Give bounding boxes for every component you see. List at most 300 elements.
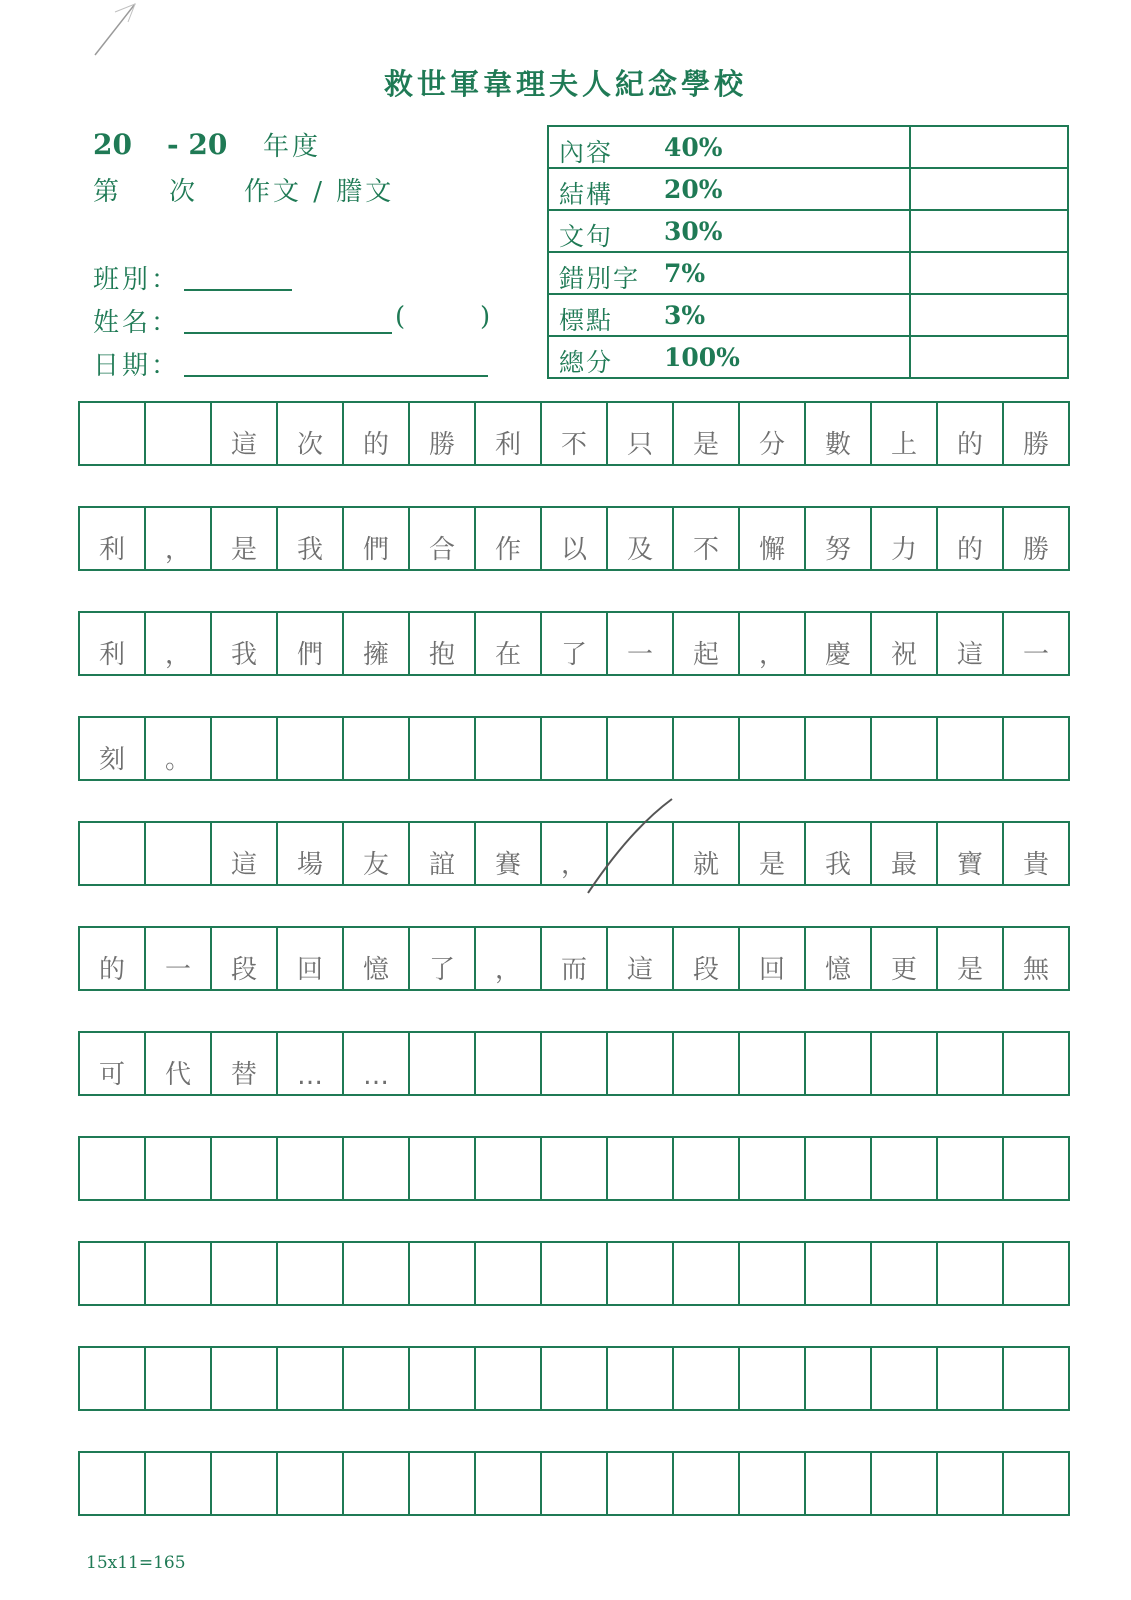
handwritten-char: 憶 [362, 955, 389, 985]
grid-cell[interactable] [344, 1243, 410, 1306]
score-label-cell [548, 336, 910, 378]
score-weight: 30% [664, 217, 723, 246]
grid-cell[interactable] [542, 1348, 608, 1411]
grid-cell[interactable] [806, 613, 872, 676]
grid-cell[interactable] [740, 403, 806, 466]
handwritten-char: 最 [890, 850, 917, 880]
grid-cell[interactable] [872, 1453, 938, 1516]
grid-cell[interactable] [410, 613, 476, 676]
grid-cell[interactable] [938, 1243, 1004, 1306]
grid-cell[interactable] [608, 1453, 674, 1516]
grid-cell[interactable] [674, 1453, 740, 1516]
grid-cell[interactable] [938, 1453, 1004, 1516]
grid-row [78, 716, 1070, 781]
grid-cell[interactable] [938, 508, 1004, 571]
grid-cell[interactable] [146, 823, 212, 886]
grid-cell[interactable] [410, 718, 476, 781]
grid-cell[interactable] [1004, 1033, 1070, 1096]
paren-open: ( [395, 302, 409, 332]
grid-cell[interactable] [740, 1243, 806, 1306]
grid-cell[interactable] [1004, 928, 1070, 991]
handwritten-char: 合 [428, 535, 455, 565]
score-label-cell [548, 210, 910, 252]
handwritten-char: 的 [98, 955, 125, 985]
score-criterion: 結構 [559, 180, 614, 209]
grid-cell[interactable] [146, 1033, 212, 1096]
grid-cell[interactable] [476, 1138, 542, 1201]
grid-cell[interactable] [212, 823, 278, 886]
grid-cell[interactable] [146, 718, 212, 781]
handwritten-char: 誼 [428, 850, 455, 880]
grid-cell[interactable] [410, 1243, 476, 1306]
grid-cell[interactable] [542, 1138, 608, 1201]
grid-cell[interactable] [608, 1138, 674, 1201]
grid-cell[interactable] [806, 928, 872, 991]
handwritten-char: 利 [494, 430, 521, 460]
grid-row [78, 1451, 1070, 1516]
grid-cell[interactable] [278, 403, 344, 466]
handwritten-char: 們 [362, 535, 389, 565]
grid-cell[interactable] [740, 1138, 806, 1201]
grid-cell[interactable] [872, 403, 938, 466]
handwritten-char: 只 [626, 430, 653, 460]
handwritten-char: 勝 [1022, 535, 1049, 565]
grid-cell[interactable] [146, 508, 212, 571]
handwritten-char: 段 [230, 955, 257, 985]
grid-cell[interactable] [278, 718, 344, 781]
grid-cell[interactable] [80, 1243, 146, 1306]
grid-cell[interactable] [278, 1138, 344, 1201]
grid-cell[interactable] [674, 718, 740, 781]
ci-label: 次 [169, 177, 199, 207]
grid-cell[interactable] [608, 1033, 674, 1096]
handwritten-char: 替 [230, 1060, 257, 1090]
grid-cell[interactable] [608, 928, 674, 991]
handwritten-char: 這 [626, 955, 653, 985]
handwritten-char: ， [758, 640, 785, 670]
grid-row [78, 611, 1070, 676]
grid-cell[interactable] [872, 1033, 938, 1096]
grid-cell[interactable] [542, 1243, 608, 1306]
class-label: 班別： [93, 265, 181, 295]
grid-cell[interactable] [476, 1033, 542, 1096]
grid-cell[interactable] [938, 1033, 1004, 1096]
handwritten-char: … [363, 1061, 389, 1091]
date-field[interactable] [184, 375, 488, 377]
grid-cell[interactable] [872, 508, 938, 571]
grid-row [78, 401, 1070, 466]
grid-cell[interactable] [608, 403, 674, 466]
handwritten-char: 抱 [428, 640, 455, 670]
handwritten-char: ， [494, 955, 521, 985]
grid-cell[interactable] [410, 1033, 476, 1096]
handwritten-char: ， [560, 850, 587, 880]
grid-cell[interactable] [674, 403, 740, 466]
grid-cell[interactable] [146, 1243, 212, 1306]
grid-cell[interactable] [278, 613, 344, 676]
grid-cell[interactable] [278, 823, 344, 886]
grid-cell[interactable] [806, 508, 872, 571]
handwritten-char: 貴 [1022, 850, 1049, 880]
handwritten-char: 我 [824, 850, 851, 880]
handwritten-char: 慶 [824, 640, 851, 670]
grid-cell[interactable] [476, 718, 542, 781]
grid-cell[interactable] [608, 1348, 674, 1411]
grid-cell[interactable] [1004, 1453, 1070, 1516]
handwritten-char: 是 [758, 850, 785, 880]
grid-cell[interactable] [806, 1453, 872, 1516]
score-label-cell [548, 294, 910, 336]
handwritten-char: ， [164, 640, 191, 670]
grid-cell[interactable] [146, 1138, 212, 1201]
paper-corner-mark [0, 0, 150, 60]
handwritten-char: 寶 [956, 850, 983, 880]
handwritten-char: 作 [494, 535, 521, 565]
di-label: 第 [93, 177, 123, 207]
grid-cell[interactable] [146, 1453, 212, 1516]
handwritten-char: 上 [890, 430, 917, 460]
grid-cell[interactable] [344, 718, 410, 781]
grid-cell[interactable] [410, 508, 476, 571]
score-row [548, 168, 1068, 210]
grid-cell[interactable] [476, 1243, 542, 1306]
score-entry-box[interactable] [910, 168, 1068, 210]
grid-cell[interactable] [740, 718, 806, 781]
grid-cell[interactable] [278, 1453, 344, 1516]
score-entry-box[interactable] [910, 210, 1068, 252]
grid-cell[interactable] [410, 1138, 476, 1201]
score-criterion: 文句 [559, 222, 614, 251]
grid-cell[interactable] [344, 823, 410, 886]
grid-cell[interactable] [872, 1243, 938, 1306]
grid-cell[interactable] [806, 1348, 872, 1411]
grid-cell[interactable] [740, 1033, 806, 1096]
handwritten-char: 一 [1022, 640, 1049, 670]
score-weight: 7% [664, 259, 706, 288]
grid-cell[interactable] [740, 508, 806, 571]
handwritten-char: 利 [98, 640, 125, 670]
handwritten-char: 這 [230, 430, 257, 460]
grid-cell[interactable] [608, 613, 674, 676]
grid-cell[interactable] [1004, 718, 1070, 781]
grid-cell[interactable] [80, 1033, 146, 1096]
score-entry-box[interactable] [910, 336, 1068, 378]
grid-cell[interactable] [278, 1033, 344, 1096]
grid-cell[interactable] [344, 403, 410, 466]
handwritten-char: 這 [230, 850, 257, 880]
grid-cell[interactable] [278, 508, 344, 571]
grid-cell[interactable] [344, 1033, 410, 1096]
score-label-cell [548, 168, 910, 210]
grid-cell[interactable] [1004, 823, 1070, 886]
grid-cell[interactable] [80, 508, 146, 571]
grid-cell[interactable] [608, 718, 674, 781]
grid-cell[interactable] [542, 1453, 608, 1516]
paren-close: ) [480, 302, 494, 332]
handwritten-char: 一 [626, 640, 653, 670]
handwritten-char: 不 [560, 430, 587, 460]
grid-cell[interactable] [872, 1138, 938, 1201]
score-criterion: 總分 [559, 348, 614, 377]
grid-cell[interactable] [278, 1243, 344, 1306]
grid-cell[interactable] [80, 718, 146, 781]
handwritten-char: 的 [956, 430, 983, 460]
grid-row [78, 1241, 1070, 1306]
grid-cell[interactable] [674, 1243, 740, 1306]
score-row [548, 294, 1068, 336]
grid-cell[interactable] [938, 718, 1004, 781]
grid-cell[interactable] [674, 1138, 740, 1201]
grid-cell[interactable] [872, 613, 938, 676]
handwritten-char: 以 [560, 535, 587, 565]
handwritten-char: 代 [164, 1060, 191, 1090]
handwritten-char: 回 [296, 955, 323, 985]
grid-cell[interactable] [146, 928, 212, 991]
grid-cell[interactable] [806, 403, 872, 466]
grid-size-code: 15x11=165 [86, 1553, 186, 1573]
grid-cell[interactable] [608, 508, 674, 571]
grid-cell[interactable] [542, 823, 608, 886]
handwritten-char: 更 [890, 955, 917, 985]
grid-cell[interactable] [80, 823, 146, 886]
grid-cell[interactable] [1004, 403, 1070, 466]
grid-cell[interactable] [212, 613, 278, 676]
score-table [547, 125, 1069, 379]
grid-cell[interactable] [542, 403, 608, 466]
name-field[interactable] [184, 332, 392, 334]
grid-cell[interactable] [80, 928, 146, 991]
handwritten-char: 努 [824, 535, 851, 565]
grid-cell[interactable] [344, 1453, 410, 1516]
handwritten-char: 段 [692, 955, 719, 985]
handwritten-char: 數 [824, 430, 851, 460]
grid-cell[interactable] [212, 1243, 278, 1306]
handwritten-char: 可 [98, 1060, 125, 1090]
handwritten-char: 了 [428, 955, 455, 985]
grid-cell[interactable] [278, 928, 344, 991]
handwritten-char: 分 [758, 430, 785, 460]
grid-cell[interactable] [740, 1348, 806, 1411]
handwritten-char: 我 [296, 535, 323, 565]
grid-cell[interactable] [872, 823, 938, 886]
grid-cell[interactable] [212, 1348, 278, 1411]
grid-cell[interactable] [344, 928, 410, 991]
grid-cell[interactable] [278, 1348, 344, 1411]
handwritten-char: 刻 [98, 745, 125, 775]
grid-cell[interactable] [938, 1348, 1004, 1411]
grid-row [78, 1031, 1070, 1096]
score-label-cell [548, 126, 910, 168]
handwritten-char: 回 [758, 955, 785, 985]
handwritten-char: 我 [230, 640, 257, 670]
handwritten-char: 無 [1022, 955, 1049, 985]
grid-cell[interactable] [410, 403, 476, 466]
grid-cell[interactable] [80, 1453, 146, 1516]
handwritten-char: 次 [296, 430, 323, 460]
name-label: 姓名： [93, 308, 181, 338]
score-criterion: 標點 [559, 306, 614, 335]
grid-cell[interactable] [344, 1138, 410, 1201]
grid-cell[interactable] [212, 1138, 278, 1201]
grid-cell[interactable] [212, 403, 278, 466]
handwritten-char: 及 [626, 535, 653, 565]
handwritten-char: 利 [98, 535, 125, 565]
grid-cell[interactable] [344, 508, 410, 571]
grid-cell[interactable] [1004, 1348, 1070, 1411]
grid-cell[interactable] [80, 613, 146, 676]
handwritten-char: 的 [362, 430, 389, 460]
handwritten-char: 憶 [824, 955, 851, 985]
grid-cell[interactable] [410, 928, 476, 991]
grid-cell[interactable] [146, 613, 212, 676]
school-title: 救世軍韋理夫人紀念學校 [383, 67, 747, 101]
score-row [548, 252, 1068, 294]
handwritten-char: ， [164, 535, 191, 565]
score-entry-box[interactable] [910, 294, 1068, 336]
grid-cell[interactable] [80, 1348, 146, 1411]
handwritten-char: 起 [692, 640, 719, 670]
handwritten-char: 擁 [362, 640, 389, 670]
grid-cell[interactable] [674, 1348, 740, 1411]
grid-cell[interactable] [542, 928, 608, 991]
score-weight: 20% [664, 175, 723, 204]
handwritten-char: 是 [956, 955, 983, 985]
grid-row [78, 506, 1070, 571]
grid-cell[interactable] [80, 403, 146, 466]
grid-cell[interactable] [674, 508, 740, 571]
year-start: 20 [93, 128, 132, 161]
handwritten-char: 在 [494, 640, 521, 670]
grid-row [78, 1136, 1070, 1201]
handwritten-char: 是 [692, 430, 719, 460]
grid-cell[interactable] [872, 718, 938, 781]
grid-cell[interactable] [344, 1348, 410, 1411]
grid-cell[interactable] [410, 1348, 476, 1411]
score-weight: 40% [664, 133, 723, 162]
grid-cell[interactable] [674, 823, 740, 886]
handwritten-char: 一 [164, 955, 191, 985]
grid-cell[interactable] [146, 403, 212, 466]
grid-cell[interactable] [344, 613, 410, 676]
grid-cell[interactable] [938, 1138, 1004, 1201]
grid-cell[interactable] [938, 823, 1004, 886]
grid-cell[interactable] [938, 403, 1004, 466]
grid-row [78, 1346, 1070, 1411]
grid-cell[interactable] [542, 508, 608, 571]
grid-cell[interactable] [542, 718, 608, 781]
grid-cell[interactable] [740, 823, 806, 886]
score-row [548, 336, 1068, 378]
grid-cell[interactable] [476, 928, 542, 991]
grid-cell[interactable] [806, 718, 872, 781]
grid-cell[interactable] [212, 718, 278, 781]
handwritten-char: 力 [890, 535, 917, 565]
score-entry-box[interactable] [910, 126, 1068, 168]
handwritten-char: 懈 [758, 535, 785, 565]
grid-row [78, 821, 1070, 886]
handwritten-char: 勝 [428, 430, 455, 460]
grid-cell[interactable] [542, 1033, 608, 1096]
grid-cell[interactable] [476, 613, 542, 676]
grid-cell[interactable] [872, 1348, 938, 1411]
grid-cell[interactable] [410, 823, 476, 886]
date-label: 日期： [93, 351, 181, 381]
grid-cell[interactable] [80, 1138, 146, 1201]
handwritten-char: 勝 [1022, 430, 1049, 460]
grid-cell[interactable] [872, 928, 938, 991]
handwritten-char: 了 [560, 640, 587, 670]
score-entry-box[interactable] [910, 252, 1068, 294]
handwritten-char: 。 [164, 745, 191, 775]
grid-cell[interactable] [476, 1348, 542, 1411]
type-label: 作文 / 謄文 [244, 177, 395, 207]
handwritten-char: 而 [560, 955, 587, 985]
grid-cell[interactable] [146, 1348, 212, 1411]
grid-cell[interactable] [212, 1453, 278, 1516]
grid-cell[interactable] [1004, 508, 1070, 571]
grid-cell[interactable] [806, 823, 872, 886]
score-weight: 100% [664, 343, 740, 372]
handwritten-char: 場 [296, 850, 323, 880]
handwritten-char: 不 [692, 535, 719, 565]
grid-cell[interactable] [608, 823, 674, 886]
handwritten-char: 們 [296, 640, 323, 670]
grid-cell[interactable] [1004, 1138, 1070, 1201]
handwritten-char: 的 [956, 535, 983, 565]
score-label-cell [548, 252, 910, 294]
handwritten-char: 是 [230, 535, 257, 565]
grid-cell[interactable] [1004, 1243, 1070, 1306]
grid-cell[interactable] [542, 613, 608, 676]
score-row [548, 126, 1068, 168]
grid-cell[interactable] [212, 1033, 278, 1096]
grid-cell[interactable] [410, 1453, 476, 1516]
handwritten-char: … [297, 1061, 323, 1091]
grid-cell[interactable] [476, 508, 542, 571]
handwritten-char: 友 [362, 850, 389, 880]
grid-cell[interactable] [938, 928, 1004, 991]
grid-cell[interactable] [674, 928, 740, 991]
score-criterion: 錯別字 [559, 264, 641, 293]
year-label: 年度 [263, 132, 322, 162]
grid-cell[interactable] [476, 403, 542, 466]
score-weight: 3% [664, 301, 706, 330]
score-row [548, 210, 1068, 252]
grid-cell[interactable] [740, 928, 806, 991]
grid-cell[interactable] [476, 823, 542, 886]
grid-cell[interactable] [938, 613, 1004, 676]
grid-cell[interactable] [1004, 613, 1070, 676]
grid-cell[interactable] [212, 508, 278, 571]
grid-cell[interactable] [740, 1453, 806, 1516]
class-field[interactable] [184, 289, 292, 291]
grid-cell[interactable] [806, 1033, 872, 1096]
grid-cell[interactable] [674, 613, 740, 676]
grid-cell[interactable] [674, 1033, 740, 1096]
grid-cell[interactable] [740, 613, 806, 676]
handwritten-char: 祝 [890, 640, 917, 670]
year-end: - 20 [167, 128, 228, 161]
grid-cell[interactable] [212, 928, 278, 991]
grid-cell[interactable] [806, 1138, 872, 1201]
grid-cell[interactable] [608, 1243, 674, 1306]
grid-cell[interactable] [806, 1243, 872, 1306]
score-criterion: 內容 [559, 138, 614, 167]
grid-row [78, 926, 1070, 991]
handwritten-char: 就 [692, 850, 719, 880]
grid-cell[interactable] [476, 1453, 542, 1516]
handwritten-char: 這 [956, 640, 983, 670]
